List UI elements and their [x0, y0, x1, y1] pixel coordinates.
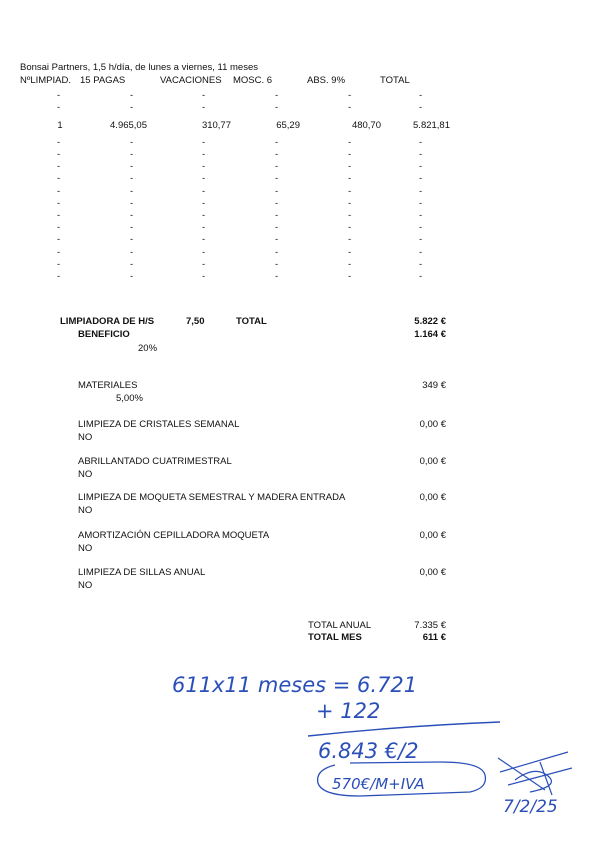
- total-value: 5.822 €: [414, 316, 446, 327]
- col-nlimpiad: NºLIMPIAD.: [20, 75, 71, 86]
- table-cell: -: [348, 137, 352, 148]
- table-cell: -: [202, 137, 206, 148]
- table-cell: -: [57, 259, 61, 270]
- handwritten-line-1: 611x11 meses = 6.721: [172, 673, 418, 697]
- table-cell: 5.821,81: [413, 120, 450, 131]
- table-cell: -: [419, 210, 423, 221]
- table-cell: -: [419, 161, 423, 172]
- table-cell: -: [130, 137, 134, 148]
- table-cell: -: [275, 222, 279, 233]
- col-15-pagas: 15 PAGAS: [80, 75, 126, 86]
- item-sub: NO: [78, 432, 93, 443]
- table-cell: -: [275, 173, 279, 184]
- limpiadora-rate: 7,50: [186, 316, 205, 327]
- handwritten-line-2: + 122: [316, 699, 381, 723]
- table-cell: -: [348, 247, 352, 258]
- table-cell: -: [419, 259, 423, 270]
- item-value: 349 €: [422, 380, 446, 391]
- table-cell: -: [348, 173, 352, 184]
- beneficio-pct: 20%: [138, 343, 158, 354]
- table-cell: -: [57, 247, 61, 258]
- table-cell: -: [348, 102, 352, 113]
- table-cell: -: [419, 198, 423, 209]
- handwritten-boxed: 570€/M+IVA: [332, 775, 425, 793]
- item-value: 0,00 €: [419, 456, 446, 467]
- table-cell: -: [348, 186, 352, 197]
- table-cell: -: [419, 137, 423, 148]
- table-cell: -: [202, 210, 206, 221]
- table-cell: -: [202, 102, 206, 113]
- table-cell: -: [348, 210, 352, 221]
- table-cell: 65,29: [276, 120, 300, 131]
- table-cell: -: [57, 161, 61, 172]
- table-cell: -: [130, 90, 134, 101]
- item-value: 0,00 €: [419, 492, 446, 503]
- item-label: LIMPIEZA DE SILLAS ANUAL: [78, 567, 206, 578]
- col-vacaciones: VACACIONES: [160, 75, 222, 86]
- table-cell: -: [275, 186, 279, 197]
- table-cell: -: [130, 198, 134, 209]
- table-cell: -: [57, 102, 61, 113]
- table-cell: -: [419, 90, 423, 101]
- table-cell: -: [348, 234, 352, 245]
- table-cell: -: [202, 161, 206, 172]
- table-cell: -: [130, 259, 134, 270]
- item-sub: NO: [78, 469, 93, 480]
- table-cell: -: [130, 186, 134, 197]
- table-cell: -: [57, 222, 61, 233]
- item-label: LIMPIEZA DE CRISTALES SEMANAL: [78, 419, 240, 430]
- table-cell: -: [275, 90, 279, 101]
- table-cell: -: [130, 210, 134, 221]
- table-cell: -: [57, 271, 61, 282]
- table-cell: -: [202, 259, 206, 270]
- table-cell: 310,77: [201, 120, 231, 131]
- table-cell: -: [57, 90, 61, 101]
- total-anual-value: 7.335 €: [414, 620, 446, 631]
- table-cell: -: [419, 222, 423, 233]
- table-cell: -: [419, 186, 423, 197]
- item-value: 0,00 €: [419, 419, 446, 430]
- table-cell: -: [275, 210, 279, 221]
- table-cell: -: [57, 198, 61, 209]
- table-cell: -: [202, 186, 206, 197]
- table-cell: -: [348, 149, 352, 160]
- item-sub: NO: [78, 505, 93, 516]
- item-label: LIMPIEZA DE MOQUETA SEMESTRAL Y MADERA ENTRADA: [78, 492, 346, 503]
- item-sub: 5,00%: [116, 393, 143, 404]
- header-line: Bonsai Partners, 1,5 h/día, de lunes a viernes, 11 meses: [20, 62, 258, 73]
- table-cell: -: [419, 247, 423, 258]
- total-anual-label: TOTAL ANUAL: [308, 620, 372, 631]
- table-cell: -: [348, 259, 352, 270]
- signature-scribble: [498, 752, 572, 795]
- table-cell: -: [275, 149, 279, 160]
- item-value: 0,00 €: [419, 530, 446, 541]
- table-cell: -: [275, 102, 279, 113]
- table-cell: -: [202, 90, 206, 101]
- table-cell: -: [57, 186, 61, 197]
- table-cell: -: [202, 222, 206, 233]
- table-cell: -: [275, 247, 279, 258]
- table-cell: -: [348, 271, 352, 282]
- beneficio-label: BENEFICIO: [78, 329, 130, 340]
- beneficio-value: 1.164 €: [414, 329, 446, 340]
- table-cell: -: [57, 137, 61, 148]
- table-cell: -: [275, 234, 279, 245]
- table-cell: -: [348, 161, 352, 172]
- table-cell: -: [130, 222, 134, 233]
- table-cell: 1: [57, 120, 63, 131]
- handwritten-line-3: 6.843 €/2: [318, 739, 419, 763]
- table-cell: -: [202, 234, 206, 245]
- total-mes-value: 611 €: [422, 632, 446, 643]
- table-cell: -: [130, 234, 134, 245]
- table-cell: -: [202, 271, 206, 282]
- table-cell: -: [130, 149, 134, 160]
- table-cell: -: [57, 173, 61, 184]
- table-cell: -: [348, 198, 352, 209]
- table-cell: -: [202, 173, 206, 184]
- table-cell: -: [202, 149, 206, 160]
- col-mosc: MOSC. 6: [233, 75, 273, 86]
- col-abs: ABS. 9%: [307, 75, 346, 86]
- limpiadora-label: LIMPIADORA DE H/S: [60, 316, 155, 327]
- table-cell: -: [130, 173, 134, 184]
- table-cell: -: [419, 149, 423, 160]
- col-total: TOTAL: [380, 75, 410, 86]
- table-cell: -: [57, 210, 61, 221]
- table-cell: -: [419, 271, 423, 282]
- handwritten-date: 7/2/25: [503, 797, 558, 817]
- table-cell: -: [275, 137, 279, 148]
- table-cell: -: [275, 161, 279, 172]
- table-cell: -: [130, 161, 134, 172]
- table-cell: -: [130, 271, 134, 282]
- table-cell: -: [202, 198, 206, 209]
- table-cell: -: [130, 102, 134, 113]
- item-sub: NO: [78, 580, 93, 591]
- table-cell: -: [275, 259, 279, 270]
- table-cell: -: [348, 90, 352, 101]
- table-cell: -: [57, 149, 61, 160]
- table-cell: -: [275, 271, 279, 282]
- item-value: 0,00 €: [419, 567, 446, 578]
- table-cell: -: [419, 173, 423, 184]
- table-cell: 480,70: [351, 120, 381, 131]
- table-cell: -: [348, 222, 352, 233]
- handwritten-underline: [308, 722, 500, 736]
- table-cell: 4.965,05: [110, 120, 147, 131]
- table-cell: -: [202, 247, 206, 258]
- table-cell: -: [419, 102, 423, 113]
- total-mes-label: TOTAL MES: [308, 632, 362, 643]
- table-cell: -: [57, 234, 61, 245]
- table-cell: -: [130, 247, 134, 258]
- item-label: AMORTIZACIÓN CEPILLADORA MOQUETA: [78, 530, 270, 541]
- total-label: TOTAL: [236, 316, 267, 327]
- table-cell: -: [275, 198, 279, 209]
- item-label: MATERIALES: [78, 380, 138, 391]
- item-label: ABRILLANTADO CUATRIMESTRAL: [78, 456, 232, 467]
- item-sub: NO: [78, 543, 93, 554]
- table-cell: -: [419, 234, 423, 245]
